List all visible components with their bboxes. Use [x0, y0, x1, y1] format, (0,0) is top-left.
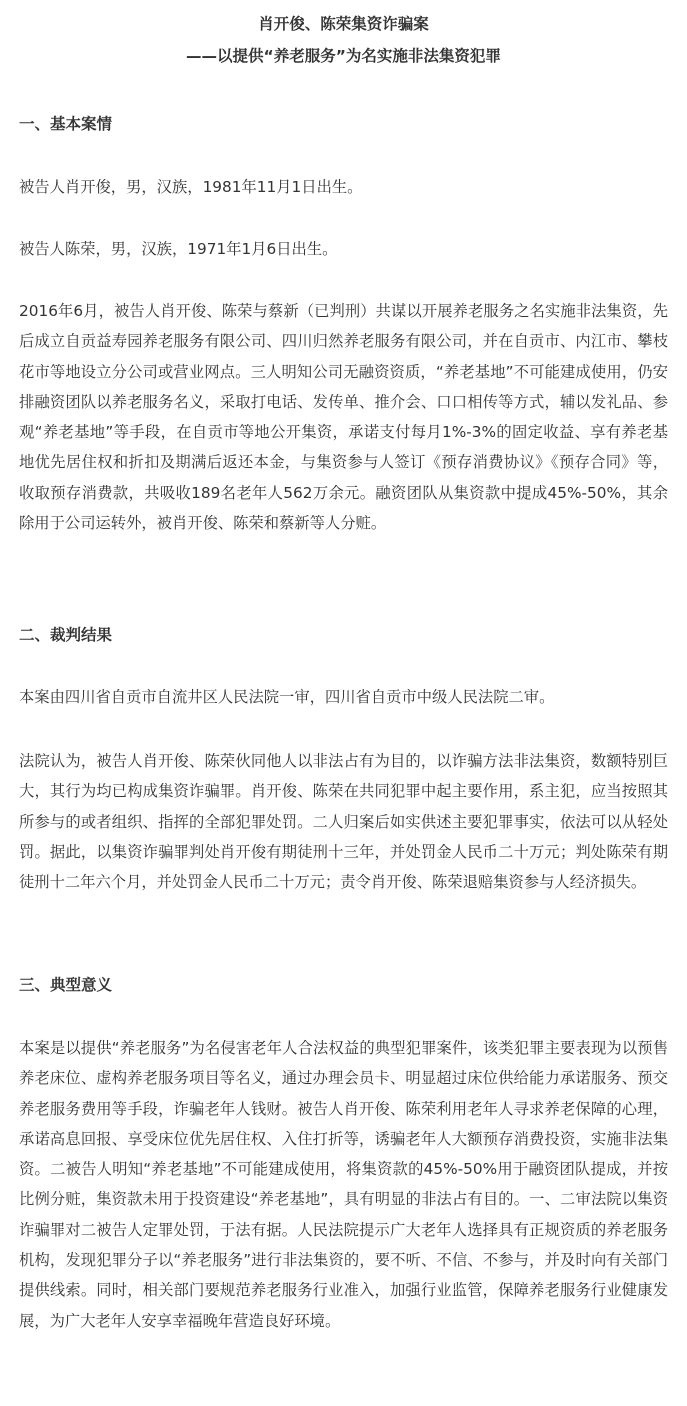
paragraph-text: 本案是以提供“养老服务”为名侵害老年人合法权益的典型犯罪案件，该类犯罪主要表现为以预售养老床位、虚构养老服务项目等名义，通过办理会员卡、明显超过床位供给能力承诺服务、预交养老服务费用等手段，诈骗老年人钱财。被告人肖开俊、陈荣利用老年人寻求养老保障的心理，承诺高息回报、享受床位优先居住权、入住打折等，诱骗老年人大额预存消费投资，实施非法集资。二被告人明知“养老基地”不可能建成使用，将集资款的45%-50%用于融资团队提成，并按比例分赃，集资款未用于投资建设“养老基地”，具有明显的非法占有目的。一、二审法院以集资诈骗罪对二被告人定罪处罚，于法有据。人民法院提示广大老年人选择具有正规资质的养老服务机构，发现犯罪分子以“养老服务”进行非法集资的，要不听、不信、不参与，并及时向有关部门提供线索。同时，相关部门要规范养老服务行业准入，加强行业监管，保障养老服务行业健康发展，为广大老年人安享幸福晚年营造良好环境。: [19, 1039, 668, 1330]
paragraph-text: 被告人陈荣，男，汉族，1971年1月6日出生。: [19, 240, 338, 258]
paragraph: [19, 234, 668, 264]
section-judgment: [19, 623, 668, 647]
title-block: [19, 8, 668, 72]
article-title: 肖开俊、陈荣集资诈骗案: [258, 15, 429, 33]
paragraph: [19, 172, 668, 202]
paragraph-text: 被告人肖开俊，男，汉族，1981年11月1日出生。: [19, 178, 363, 196]
section-heading: 二、裁判结果: [19, 626, 113, 644]
section-heading: 一、基本案情: [19, 115, 113, 133]
paragraph-text: 本案由四川省自贡市自流井区人民法院一审，四川省自贡市中级人民法院二审。: [19, 688, 555, 706]
section-significance: [19, 973, 668, 997]
article-subtitle: ——以提供“养老服务”为名实施非法集资犯罪: [186, 47, 501, 65]
paragraph: [19, 746, 668, 897]
paragraph-text: 2016年6月，被告人肖开俊、陈荣与蔡新（已判刑）共谋以开展养老服务之名实施非法集资，先后成立自贡益寿园养老服务有限公司、四川归然养老服务有限公司，并在自贡市、内江市、攀枝花市等地设立分公司或营业网点。三人明知公司无融资资质，“养老基地”不可能建成使用，仍安排融资团队以养老服务名义，采取打电话、发传单、推介会、口口相传等方式，辅以发礼品、参观“养老基地”等手段，在自贡市等地公开集资，承诺支付每月1%-3%的固定收益、享有养老基地优先居住权和折扣及期满后返还本金，与集资参与人签订《预存消费协议》《预存合同》等，收取预存消费款，共吸收189名老年人562万余元。融资团队从集资款中提成45%-50%，其余除用于公司运转外，被肖开俊、陈荣和蔡新等人分赃。: [19, 302, 668, 533]
section-basic-facts: [19, 112, 668, 136]
paragraph: [19, 1033, 668, 1336]
section-heading: 三、典型意义: [19, 976, 113, 994]
paragraph: [19, 682, 668, 712]
paragraph: [19, 296, 668, 538]
paragraph-text: 法院认为，被告人肖开俊、陈荣伙同他人以非法占有为目的，以诈骗方法非法集资，数额特别巨大，其行为均已构成集资诈骗罪。肖开俊、陈荣在共同犯罪中起主要作用，系主犯，应当按照其所参与的或者组织、指挥的全部犯罪处罚。二人归案后如实供述主要犯罪事实，依法可以从轻处罚。据此，以集资诈骗罪判处肖开俊有期徒刑十三年，并处罚金人民币二十万元；判处陈荣有期徒刑十二年六个月，并处罚金人民币二十万元；责令肖开俊、陈荣退赔集资参与人经济损失。: [19, 752, 668, 892]
